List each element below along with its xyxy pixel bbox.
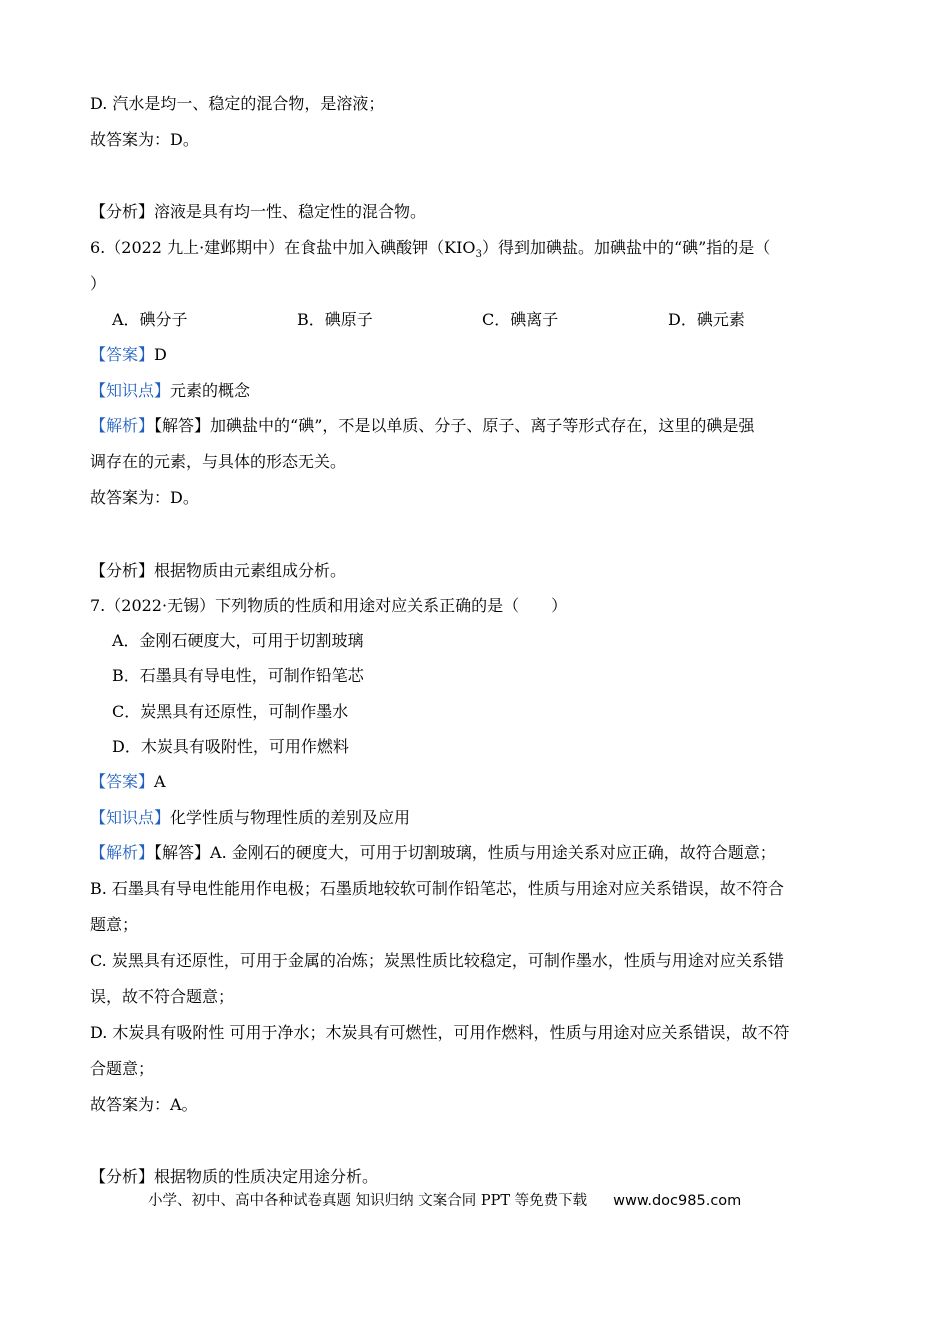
answer-line bbox=[90, 772, 166, 792]
option-d: D．碘元素 bbox=[668, 310, 745, 329]
text-line: B. 石墨具有导电性能用作电极；石墨质地较软可制作铅笔芯，性质与用途对应关系错误，故不符合 bbox=[90, 879, 784, 898]
page-footer bbox=[148, 1192, 741, 1210]
knowledge-text: 化学性质与物理性质的差别及应用 bbox=[170, 808, 411, 827]
knowledge-label: 【知识点】 bbox=[90, 808, 171, 827]
analysis-line bbox=[90, 1167, 378, 1187]
analysis-line bbox=[90, 561, 346, 581]
explain-text: 【解答】A. 金刚石的硬度大，可用于切割玻璃，性质与用途关系对应正确，故符合题意； bbox=[154, 843, 776, 862]
answer-label: 【答案】 bbox=[90, 345, 155, 364]
text-line: 题意； bbox=[90, 915, 139, 934]
text-line: C. 炭黑具有还原性，可用于金属的冶炼；炭黑性质比较稳定，可制作墨水，性质与用途对应关系错 bbox=[90, 951, 784, 970]
knowledge-text: 元素的概念 bbox=[170, 381, 251, 400]
analysis-label: 【分析】 bbox=[90, 561, 155, 580]
text-line: 故答案为：D。 bbox=[90, 488, 199, 507]
question-stem bbox=[90, 238, 770, 265]
option-a: A．碘分子 bbox=[112, 310, 188, 329]
footer-text: 小学、初中、高中各种试卷真题 知识归纳 文案合同 PPT 等免费下载 bbox=[148, 1193, 588, 1209]
text-line: 故答案为：A。 bbox=[90, 1095, 198, 1114]
text-line: 合题意； bbox=[90, 1059, 155, 1078]
explain-text: 【解答】加碘盐中的“碘”，不是以单质、分子、原子、离子等形式存在，这里的碘是强 bbox=[154, 416, 755, 435]
analysis-text: 根据物质由元素组成分析。 bbox=[154, 561, 347, 580]
analysis-label: 【分析】 bbox=[90, 202, 155, 221]
option-b: B．碘原子 bbox=[297, 310, 373, 329]
stem-close: ） bbox=[90, 274, 107, 293]
text-line: 误，故不符合题意； bbox=[90, 987, 235, 1006]
answer-value: A bbox=[154, 772, 166, 791]
answer-value: D bbox=[154, 345, 167, 364]
text-line: D. 木炭具有吸附性 可用于净水；木炭具有可燃性，可用作燃料，性质与用途对应关系错误，故不符 bbox=[90, 1023, 790, 1042]
stem-text: ）得到加碘盐。加碘盐中的“碘”指的是（ bbox=[481, 238, 771, 257]
subscript: 3 bbox=[475, 249, 482, 261]
question-number: 6. bbox=[90, 238, 106, 257]
question-stem bbox=[90, 596, 567, 616]
option-c: C．炭黑具有还原性，可制作墨水 bbox=[112, 702, 349, 721]
option-b: B．石墨具有导电性，可制作铅笔芯 bbox=[112, 666, 364, 685]
explain-label: 【解析】 bbox=[90, 416, 155, 435]
option-a: A．金刚石硬度大，可用于切割玻璃 bbox=[112, 631, 364, 650]
analysis-text: 根据物质的性质决定用途分析。 bbox=[154, 1167, 379, 1186]
text-line: D. 汽水是均一、稳定的混合物，是溶液； bbox=[90, 94, 385, 113]
knowledge-label: 【知识点】 bbox=[90, 381, 171, 400]
analysis-text: 溶液是具有均一性、稳定性的混合物。 bbox=[154, 202, 427, 221]
option-d: D．木炭具有吸附性，可用作燃料 bbox=[112, 737, 349, 756]
knowledge-line bbox=[90, 808, 410, 828]
answer-line bbox=[90, 345, 167, 365]
explain-label: 【解析】 bbox=[90, 843, 155, 862]
stem-text: （2022 九上·建邺期中）在食盐中加入碘酸钾（KIO bbox=[105, 238, 476, 257]
answer-label: 【答案】 bbox=[90, 772, 155, 791]
stem-text: （2022·无锡）下列物质的性质和用途对应关系正确的是（ ） bbox=[105, 596, 568, 615]
explain-line bbox=[90, 416, 754, 436]
text-line: 故答案为：D。 bbox=[90, 130, 199, 149]
analysis-line bbox=[90, 202, 426, 222]
footer-url[interactable]: www.doc985.com bbox=[613, 1193, 742, 1209]
explain-line bbox=[90, 843, 776, 863]
option-c: C．碘离子 bbox=[482, 310, 559, 329]
text-line: 调存在的元素，与具体的形态无关。 bbox=[90, 452, 347, 471]
knowledge-line bbox=[90, 381, 250, 401]
question-number: 7. bbox=[90, 596, 106, 615]
analysis-label: 【分析】 bbox=[90, 1167, 155, 1186]
